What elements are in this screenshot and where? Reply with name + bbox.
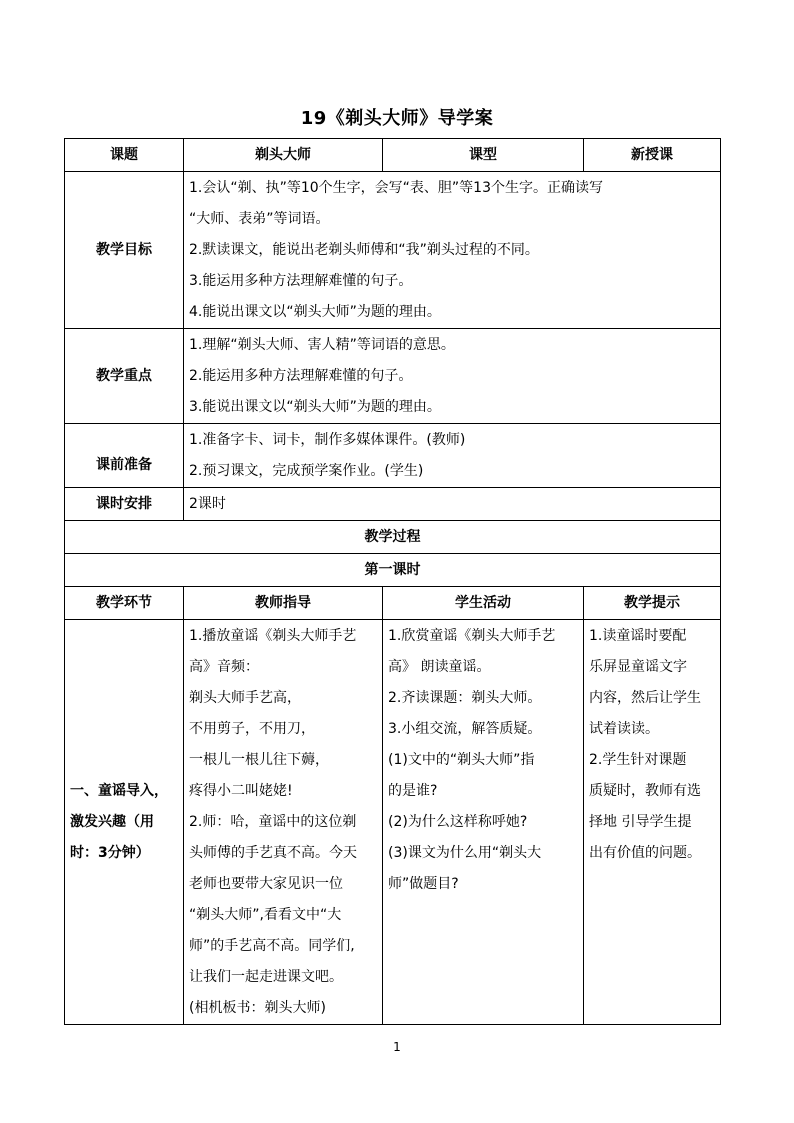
hint-line: 质疑时，教师有选	[589, 783, 701, 799]
stage1-teaching-hints	[584, 620, 721, 1025]
lesson-heading: 第一课时	[65, 554, 721, 587]
column-header-teacher: 教师指导	[184, 587, 383, 620]
preparation-line: 1.准备字卡、词卡，制作多媒体课件。(教师)	[189, 432, 466, 448]
hint-line: 乐屏显童谣文字	[589, 659, 687, 675]
teacher-line: 疼得小二叫姥姥!	[189, 783, 293, 799]
column-header-student: 学生活动	[383, 587, 584, 620]
objective-line: 4.能说出课文以“剃头大师”为题的理由。	[189, 304, 441, 320]
teacher-line: “剃头大师”,看看文中“大	[189, 907, 342, 923]
teacher-line: 不用剪子，不用刀，	[189, 721, 315, 737]
hint-line: 2.学生针对课题	[589, 752, 687, 768]
hint-line: 出有价值的问题。	[589, 845, 701, 861]
student-line: 高》 朗读童谣。	[388, 659, 491, 675]
document-title: 19《剃头大师》导学案	[300, 108, 494, 129]
preparation-label: 课前准备	[65, 424, 184, 488]
page-number: 1	[393, 1040, 401, 1054]
topic-label: 课题	[65, 139, 184, 172]
type-label: 课型	[383, 139, 584, 172]
key-point-line: 3.能说出课文以“剃头大师”为题的理由。	[189, 399, 441, 415]
key-point-line: 2.能运用多种方法理解难懂的句子。	[189, 368, 413, 384]
teacher-line: 让我们一起走进课文吧。	[189, 969, 343, 985]
student-line: (3)课文为什么用“剃头大	[388, 845, 542, 861]
teacher-line: 2.师：哈，童谣中的这位剃	[189, 814, 357, 830]
type-value: 新授课	[584, 139, 721, 172]
stage1-name-line: 一、童谣导入，	[70, 783, 168, 799]
process-heading-row	[65, 521, 721, 554]
preparation-row	[65, 424, 721, 488]
student-line: 1.欣赏童谣《剃头大师手艺	[388, 628, 556, 644]
hint-line: 1.读童谣时要配	[589, 628, 687, 644]
stage1-name	[65, 620, 184, 1025]
objective-line: 1.会认“剃、执”等10个生字，会写“表、胆”等13个生字。正确读写	[189, 180, 603, 196]
stage1-name-line: 时：3分钟）	[70, 845, 150, 861]
teacher-line: 一根儿一根儿往下薅，	[189, 752, 329, 768]
lesson-plan-table	[64, 138, 721, 1025]
stage1-name-line: 激发兴趣（用	[70, 814, 154, 830]
hint-line: 试着读读。	[589, 721, 659, 737]
objective-line: “大师、表弟”等词语。	[189, 211, 330, 227]
objective-line: 2.默读课文，能说出老剃头师傅和“我”剃头过程的不同。	[189, 242, 539, 258]
student-line: 师”做题目?	[388, 876, 459, 892]
topic-value: 剃头大师	[184, 139, 383, 172]
stage1-teacher-guidance	[184, 620, 383, 1025]
preparation-line: 2.预习课文，完成预学案作业。(学生)	[189, 463, 424, 479]
stage1-row	[65, 620, 721, 1025]
student-line: 3.小组交流，解答质疑。	[388, 721, 542, 737]
student-line: 2.齐读课题：剃头大师。	[388, 690, 542, 706]
key-points-label: 教学重点	[65, 329, 184, 424]
lesson-heading-row	[65, 554, 721, 587]
teacher-line: 老师也要带大家见识一位	[189, 876, 343, 892]
teacher-line: 高》音频：	[189, 659, 259, 675]
objectives-row	[65, 172, 721, 329]
schedule-row	[65, 488, 721, 521]
schedule-value: 2课时	[184, 488, 721, 521]
key-point-line: 1.理解“剃头大师、害人精”等词语的意思。	[189, 337, 455, 353]
topic-row	[65, 139, 721, 172]
hint-line: 内容，然后让学生	[589, 690, 701, 706]
preparation-content	[184, 424, 721, 488]
hint-line: 择地 引导学生提	[589, 814, 692, 830]
objectives-label: 教学目标	[65, 172, 184, 329]
student-line: 的是谁?	[388, 783, 438, 799]
teacher-line: 师”的手艺高不高。同学们,	[189, 938, 355, 954]
schedule-label: 课时安排	[65, 488, 184, 521]
key-points-row	[65, 329, 721, 424]
stage1-student-activity	[383, 620, 584, 1025]
objectives-content	[184, 172, 721, 329]
student-line: (2)为什么这样称呼她?	[388, 814, 528, 830]
column-header-stage: 教学环节	[65, 587, 184, 620]
column-header-row	[65, 587, 721, 620]
process-heading: 教学过程	[65, 521, 721, 554]
student-line: (1)文中的“剃头大师”指	[388, 752, 535, 768]
teacher-line: 头师傅的手艺真不高。今天	[189, 845, 357, 861]
teacher-line: (相机板书：剃头大师)	[189, 1000, 326, 1016]
objective-line: 3.能运用多种方法理解难懂的句子。	[189, 273, 413, 289]
column-header-hints: 教学提示	[584, 587, 721, 620]
teacher-line: 剃头大师手艺高，	[189, 690, 301, 706]
teacher-line: 1.播放童谣《剃头大师手艺	[189, 628, 357, 644]
key-points-content	[184, 329, 721, 424]
